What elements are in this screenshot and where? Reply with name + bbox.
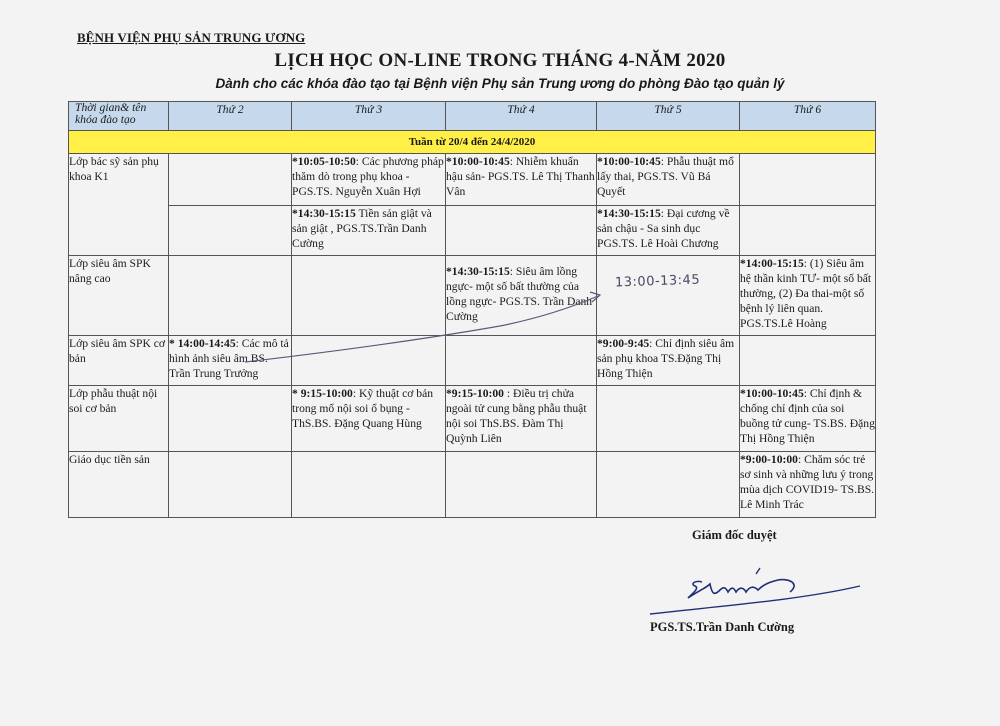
schedule-cell [597,452,740,518]
handwritten-note: 13:00-13:45 [614,272,701,291]
session-time: *14:30-15:15 [597,207,661,220]
session-time: *9:00-9:45 [597,337,650,350]
session-time: * 9:15-10:00 [292,387,353,400]
schedule-cell [292,206,446,256]
schedule-cell [597,206,740,256]
session-text: : Chăm sóc trẻ sơ sinh và những lưu ý trong mùa dịch COVID19- TS.BS. Lê Minh Trác [740,453,875,511]
approval-label: Giám đốc duyệt [692,528,777,542]
schedule-cell [446,256,597,336]
schedule-cell [597,336,740,386]
session-text: : Chỉ định & chống chỉ định của soi buồng tử cung- TS.BS. Đặng Thị Hồng Thiện [740,387,875,445]
schedule-cell [169,206,292,256]
schedule-cell [169,336,292,386]
schedule-table [68,101,876,518]
schedule-cell [169,256,292,336]
schedule-cell [292,386,446,452]
course-name: Giáo dục tiền sản [69,452,169,518]
session-time: *10:00-10:45 [597,155,661,168]
session-time: *9:15-10:00 [446,387,504,400]
course-name: Lớp bác sỹ sản phụ khoa K1 [69,154,169,256]
document-title: LỊCH HỌC ON-LINE TRONG THÁNG 4-NĂM 2020 [274,50,726,71]
course-name: Lớp phẫu thuật nội soi cơ bản [69,386,169,452]
schedule-cell [740,206,876,256]
session-text: : Điều trị chửa ngoài tử cung bằng phẫu thuật nội soi ThS.BS. Đàm Thị Quỳnh Liên [446,387,587,445]
course-name: Lớp siêu âm SPK cơ bản [69,336,169,386]
schedule-cell [169,386,292,452]
schedule-cell [446,452,597,518]
session-time: *14:30-15:15 [446,265,510,278]
schedule-cell [597,256,740,336]
schedule-cell [740,256,876,336]
document-subtitle: Dành cho các khóa đào tạo tại Bệnh viện Phụ sản Trung ương do phòng Đào tạo quản lý [215,76,785,91]
header-row [69,102,876,131]
schedule-cell [169,154,292,206]
session-text: : (1) Siêu âm hệ thần kinh TƯ- một số bất thường, (2) Đa thai-một số bệnh lý liên quan. PGS.TS.Lê Hoàng [740,257,872,330]
table-row [69,206,876,256]
week-label: Tuần từ 20/4 đến 24/4/2020 [69,131,876,154]
schedule-cell [292,154,446,206]
session-time: * 14:00-14:45 [169,337,236,350]
corner-mark [8,0,18,14]
day-header-fri: Thứ 6 [740,102,876,131]
day-header-mon: Thứ 2 [169,102,292,131]
session-time: *14:30-15:15 [292,207,356,220]
table-row [69,336,876,386]
schedule-cell [446,206,597,256]
session-text: : Kỹ thuật cơ bản trong mổ nội soi ổ bụng - ThS.BS. Đặng Quang Hùng [292,387,434,430]
schedule-cell [740,452,876,518]
session-text: : Các phương pháp thăm dò trong phụ khoa - PGS.TS. Nguyễn Xuân Hợi [292,155,444,198]
schedule-cell [292,256,446,336]
day-header-wed: Thứ 4 [446,102,597,131]
day-header-tue: Thứ 3 [292,102,446,131]
session-text: : Chỉ định siêu âm sản phụ khoa TS.Đặng Thị Hồng Thiện [597,337,735,380]
hospital-name: BỆNH VIỆN PHỤ SẢN TRUNG ƯƠNG [77,30,306,45]
session-time: *10:00-10:45 [446,155,510,168]
session-time: *14:00-15:15 [740,257,804,270]
schedule-cell [292,336,446,386]
table-row [69,452,876,518]
day-header-thu: Thứ 5 [597,102,740,131]
session-text: : Nhiễm khuẩn hậu sản- PGS.TS. Lê Thị Thanh Vân [446,155,595,198]
schedule-cell [169,452,292,518]
schedule-cell [740,336,876,386]
session-time: *10:05-10:50 [292,155,356,168]
schedule-cell [446,386,597,452]
session-text: : Các mô tả hình ảnh siêu âm BS. Trần Trung Trưởng [169,337,289,380]
schedule-cell [740,386,876,452]
table-row [69,256,876,336]
session-time: *10:00-10:45 [740,387,804,400]
schedule-cell [446,154,597,206]
session-time: *9:00-10:00 [740,453,798,466]
week-row [69,131,876,154]
signature-image [640,560,870,620]
schedule-cell [597,386,740,452]
schedule-cell [597,154,740,206]
table-row [69,154,876,206]
session-text: : Đại cương về sản chậu - Sa sinh dục PGS.TS. Lê Hoài Chương [597,207,730,250]
session-text: : Phẫu thuật mổ lấy thai, PGS.TS. Vũ Bá Quyết [597,155,734,198]
schedule-cell [740,154,876,206]
session-text: Tiền sản giật và sản giật , PGS.TS.Trần Danh Cường [292,207,432,250]
course-name: Lớp siêu âm SPK nâng cao [69,256,169,336]
signer-name: PGS.TS.Trần Danh Cường [650,620,795,634]
schedule-cell [446,336,597,386]
corner-header: Thời gian& tên khóa đào tạo [69,102,169,131]
table-row [69,386,876,452]
session-text: : Siêu âm lồng ngực- một số bất thường của lồng ngực- PGS.TS. Trần Danh Cường [446,265,593,323]
schedule-cell [292,452,446,518]
